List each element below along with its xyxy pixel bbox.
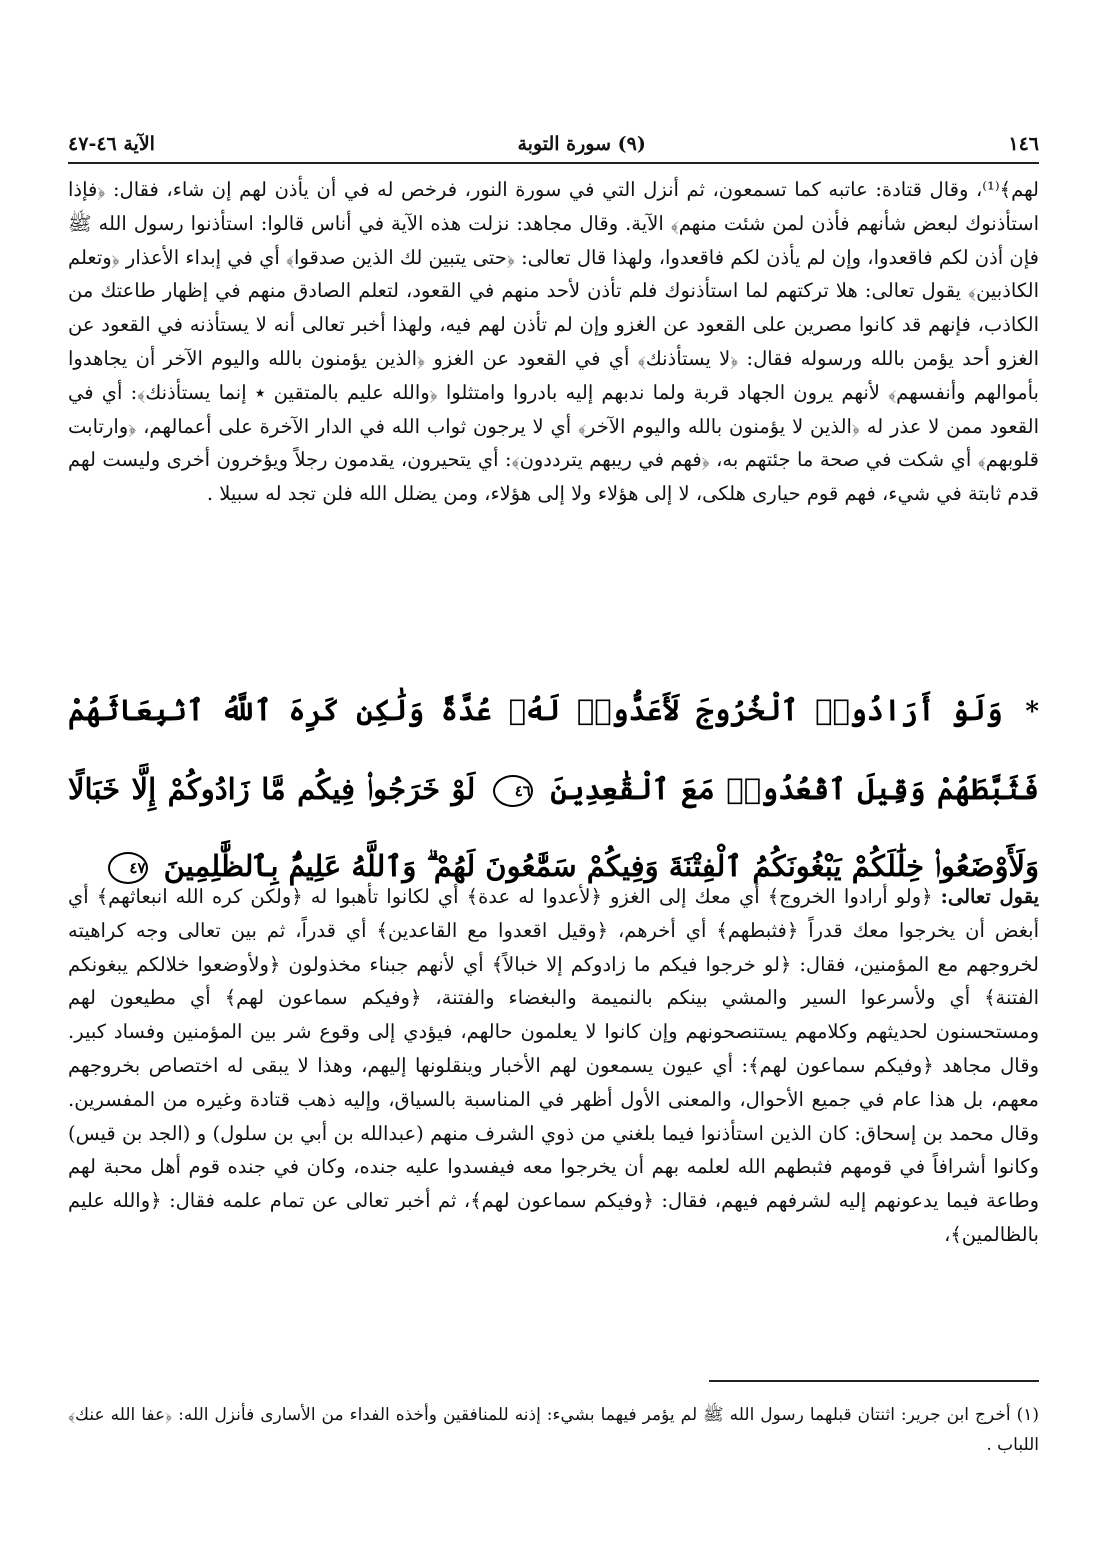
verse-range: الآية ٤٦-٤٧ [68, 133, 155, 155]
running-header [68, 124, 1039, 164]
header-divider [68, 162, 1039, 164]
ayah-47-text: لَوْ خَرَجُوا۟ فِيكُم مَّا زَادُوكُمْ إِلَّا خَبَالًا وَلَأَوْضَعُوا۟ خِلَٰلَكُمْ يَبْغُونَكُمُ ٱلْفِتْنَةَ وَفِيكُمْ سَمَّٰعُونَ لَهُمْ ۗ وَٱللَّهُ عَلِيمٌۢ بِٱلظَّٰلِمِينَ [68, 772, 1039, 883]
commentary-paragraph-2 [68, 880, 1039, 1252]
footnote-divider [709, 1380, 1039, 1382]
paragraph-lead: يقول تعالى: [940, 885, 1040, 908]
page-number: ١٤٦ [1008, 133, 1039, 155]
ayah-47-number-badge: ٤٧ [108, 852, 148, 884]
ayah-46-number-badge: ٤٦ [493, 775, 533, 807]
paragraph-2-text: ﴿ولو أرادوا الخروج﴾ أي معك إلى الغزو ﴿لأعدوا له عدة﴾ أي لكانوا تأهبوا له ﴿ولكن كره الله انبعاثهم﴾ أي أبغض أن يخرجوا معك قدراً ﴿فثبطهم﴾ أي أخرهم، ﴿وقيل اقعدوا مع القاعدين﴾ أي قدراً، ثم بين تعالى وجه كراهيته لخروجهم مع المؤمنين، فقال: ﴿لو خرجوا فيكم ما زادوكم إلا خبالاً﴾ أي لأنهم جبناء مخذولون ﴿ولأوضعوا خلالكم يبغونكم الفتنة﴾ أي ولأسرعوا السير والمشي بينكم بالنميمة والبغضاء والفتنة، ﴿وفيكم سماعون لهم﴾ أي مطيعون لهم ومستحسنون لحديثهم وكلامهم يستنصحونهم وإن كانوا لا يعلمون حالهم، فيؤدي إلى وقوع شر بين المؤمنين وفساد كبير. وقال مجاهد ﴿وفيكم سماعون لهم﴾: أي عيون يسمعون لهم الأخبار وينقلونها إليهم، وهذا لا يبقى له اختصاص بخروجهم معهم، بل هذا عام في جميع الأحوال، والمعنى الأول أظهر في المناسبة بالسياق، وإليه ذهب قتادة وغيره من المفسرين. وقال محمد بن إسحاق: كان الذين استأذنوا فيما بلغني من ذوي الشرف منهم (عبدالله بن أبي بن سلول) و (الجد بن قيس) وكانوا أشرافاً في قومهم فثبطهم الله لعلمه بهم أن يخرجوا معه فيفسدوا عليه جنده، وكان في جنده قوم أهل محبة لهم وطاعة فيما يدعونهم إليه لشرفهم فيهم، فقال: ﴿وفيكم سماعون لهم﴾، ثم أخبر تعالى عن تمام علمه فقال: ﴿والله عليم بالظالمين﴾، [68, 885, 1039, 1246]
verse-star-marker: * [1025, 697, 1039, 727]
ayah-46-text: وَلَوْ أَرَادُوا۟ ٱلْخُرُوجَ لَأَعَدُّوا۟ لَهُۥ عُدَّةً وَلَٰكِن كَرِهَ ٱللَّهُ ٱنۢبِعَاثَهُمْ فَثَبَّطَهُمْ وَقِيلَ ٱقْعُدُوا۟ مَعَ ٱلْقَٰعِدِينَ [68, 693, 1039, 806]
surah-title: (٩) سورة التوبة [517, 133, 646, 155]
footnote: (١) أخرج ابن جرير: اثنتان قبلهما رسول الله ﷺ لم يؤمر فيهما بشيء: إذنه للمنافقين وأخذه الفداء من الأسارى فأنزل الله: ﴿عفا الله عنك﴾ اللباب . [68, 1405, 1039, 1455]
quran-verse-block [68, 672, 1039, 905]
commentary-paragraph-1: لهم﴾⁽¹⁾، وقال قتادة: عاتبه كما تسمعون، ثم أنزل التي في سورة النور، فرخص له في أن يأذن لهم إن شاء، فقال: ﴿فإذا استأذنوك لبعض شأنهم فأذن لمن شئت منهم﴾ الآية. وقال مجاهد: نزلت هذه الآية في أناس قالوا: استأذنوا رسول الله ﷺ فإن أذن لكم فاقعدوا، وإن لم يأذن لكم فاقعدوا، ولهذا قال تعالى: ﴿حتى يتبين لك الذين صدقوا﴾ أي في إبداء الأعذار ﴿وتعلم الكاذبين﴾ يقول تعالى: هلا تركتهم لما استأذنوك فلم تأذن لأحد منهم في القعود، لتعلم الصادق منهم في إظهار طاعتك من الكاذب، فإنهم قد كانوا مصرين على القعود عن الغزو وإن لم تأذن لهم فيه، ولهذا أخبر تعالى أنه لا يستأذنه في القعود عن الغزو أحد يؤمن بالله ورسوله فقال: ﴿لا يستأذنك﴾ أي في القعود عن الغزو ﴿الذين يؤمنون بالله واليوم الآخر أن يجاهدوا بأموالهم وأنفسهم﴾ لأنهم يرون الجهاد قربة ولما ندبهم إليه بادروا وامتثلوا ﴿والله عليم بالمتقين ٭ إنما يستأذنك﴾: أي في القعود ممن لا عذر له ﴿الذين لا يؤمنون بالله واليوم الآخر﴾ أي لا يرجون ثواب الله في الدار الآخرة على أعمالهم، ﴿وارتابت قلوبهم﴾ أي شكت في صحة ما جئتهم به، ﴿فهم في ريبهم يترددون﴾: أي يتحيرون، يقدمون رجلاً ويؤخرون أخرى وليست لهم قدم ثابتة في شيء، فهم قوم حيارى هلكى، لا إلى هؤلاء ولا إلى هؤلاء، ومن يضلل الله فلن تجد له سبيلا . [68, 178, 1039, 506]
